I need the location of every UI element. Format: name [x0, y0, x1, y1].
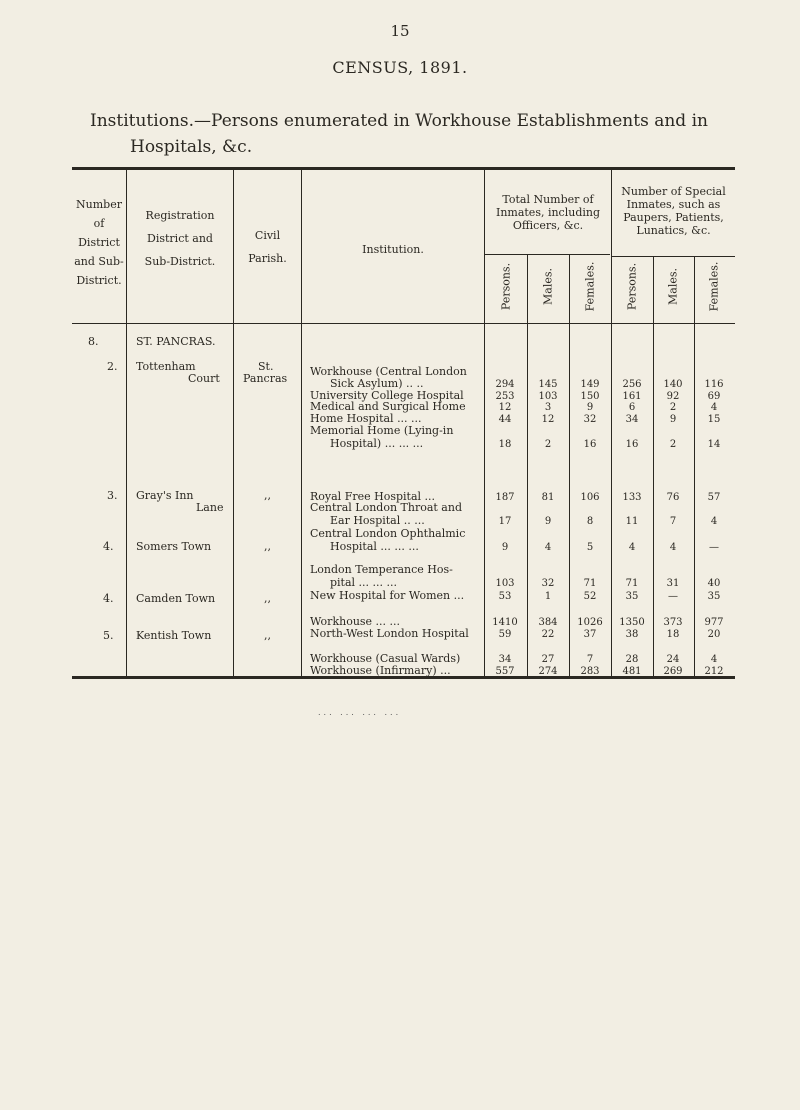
header-text: District and	[147, 232, 213, 245]
table-cell: 4	[710, 402, 718, 413]
table-cell: 57	[707, 492, 721, 503]
table-cell: 5	[586, 542, 594, 553]
table-cell: 150	[580, 391, 600, 402]
table-cell: 20	[707, 629, 721, 640]
subheader-males: Males.	[541, 268, 555, 305]
institution-name: Workhouse ... ...	[310, 615, 401, 628]
table-cell: 149	[580, 379, 600, 390]
table-cell: 18	[666, 629, 680, 640]
table-cell: 2	[669, 439, 677, 450]
institution-name: Royal Free Hospital ...	[310, 490, 436, 503]
table-cell: 22	[541, 629, 555, 640]
table-cell: 1350	[619, 617, 645, 628]
header-special-inmates	[612, 185, 735, 237]
table-cell: 274	[538, 666, 558, 677]
header-text: Sub-District.	[144, 255, 216, 268]
institution-name: Workhouse (Central London	[310, 365, 467, 378]
column-divider	[569, 255, 570, 676]
table-cell: 4	[710, 654, 718, 665]
table-cell: 3	[544, 402, 552, 413]
table-cell: 34	[625, 414, 639, 425]
subheader-males: Males.	[666, 268, 680, 305]
institution-name: Central London Ophthalmic	[310, 527, 466, 540]
subdistrict-name: Kentish Town	[136, 629, 212, 642]
institution-name: Medical and Surgical Home	[310, 400, 466, 413]
table-cell: 4	[710, 516, 718, 527]
header-text: Parish.	[248, 252, 287, 265]
table-cell: 52	[583, 591, 597, 602]
header-text: Inmates, including	[495, 206, 601, 219]
table-cell: 44	[498, 414, 512, 425]
table-cell: 32	[583, 414, 597, 425]
table-cell: 384	[538, 617, 558, 628]
table-cell: 53	[498, 591, 512, 602]
header-text: Officers, &c.	[512, 219, 584, 232]
table-cell: 71	[583, 578, 597, 589]
table-cell: 269	[663, 666, 683, 677]
parish-ditto: ,,	[264, 540, 271, 553]
table-cell: 212	[704, 666, 724, 677]
header-civil-parish	[234, 224, 301, 270]
table-top-rule	[72, 167, 735, 170]
table-cell: 116	[704, 379, 724, 390]
header-district-number	[72, 195, 126, 290]
institution-name: Workhouse (Infirmary) ...	[310, 664, 451, 677]
header-text: Registration	[145, 209, 215, 222]
table-cell: 14	[707, 439, 721, 450]
heading-line-2: Hospitals, &c.	[130, 137, 253, 157]
parish-name: Pancras	[243, 372, 288, 385]
table-cell: 31	[666, 578, 680, 589]
table-cell: 9	[544, 516, 552, 527]
subdistrict-number: 4.	[103, 592, 114, 605]
table-cell: 9	[669, 414, 677, 425]
table-cell: 103	[538, 391, 558, 402]
table-cell: 16	[625, 439, 639, 450]
header-institution: Institution.	[362, 243, 424, 256]
header-text: Civil	[254, 229, 281, 242]
subdistrict-name: Somers Town	[136, 540, 212, 553]
table-cell: 140	[663, 379, 683, 390]
column-divider	[653, 257, 654, 676]
table-cell: 37	[583, 629, 597, 640]
subdistrict-name: Tottenham	[136, 360, 196, 373]
table-cell: 24	[666, 654, 680, 665]
table-cell: —	[709, 542, 719, 553]
header-text: District	[78, 236, 120, 249]
subheader-persons: Persons.	[625, 262, 639, 311]
subdistrict-number: 5.	[103, 629, 114, 642]
table-cell: —	[668, 591, 678, 602]
table-cell: 17	[498, 516, 512, 527]
institution-name: Memorial Home (Lying-in	[310, 424, 454, 437]
table-cell: 35	[625, 591, 639, 602]
table-cell: 161	[622, 391, 642, 402]
table-cell: 294	[495, 379, 515, 390]
table-cell: 12	[498, 402, 512, 413]
table-cell: 6	[628, 402, 636, 413]
table-cell: 9	[586, 402, 594, 413]
table-cell: 106	[580, 492, 600, 503]
table-cell: 253	[495, 391, 515, 402]
institution-name: North-West London Hospital	[310, 627, 469, 640]
footer-dots: ... ... ... ...	[318, 708, 402, 717]
institution-name: Central London Throat and	[310, 501, 462, 514]
parish-name: St.	[258, 360, 274, 373]
header-total-inmates	[485, 193, 611, 232]
subheader-females: Females.	[707, 261, 721, 312]
institution-name: pital ... ... ...	[330, 576, 398, 589]
table-cell: 256	[622, 379, 642, 390]
table-cell: 18	[498, 439, 512, 450]
subdistrict-name: Lane	[196, 501, 224, 514]
header-text: District.	[76, 274, 122, 287]
table-cell: 16	[583, 439, 597, 450]
table-cell: 187	[495, 492, 515, 503]
subdistrict-name: Camden Town	[136, 592, 216, 605]
table-cell: 1026	[577, 617, 603, 628]
subdistrict-name: Court	[188, 372, 220, 385]
table-cell: 9	[501, 542, 509, 553]
table-cell: 4	[544, 542, 552, 553]
institution-name: Home Hospital ... ...	[310, 412, 422, 425]
header-text: Paupers, Patients,	[623, 211, 724, 224]
table-cell: 1	[544, 591, 552, 602]
subdistrict-number: 3.	[107, 489, 118, 502]
page-title: CENSUS, 1891.	[332, 58, 468, 77]
table-cell: 32	[541, 578, 555, 589]
heading-line-1: Institutions.—Persons enumerated in Workhouse Establishments and in	[90, 111, 708, 131]
table-cell: 38	[625, 629, 639, 640]
parish-ditto: ,,	[264, 489, 271, 502]
header-text: and Sub-	[74, 255, 124, 268]
subdistrict-name: Gray's Inn	[136, 489, 194, 502]
district-number: 8.	[88, 335, 99, 348]
institution-name: Workhouse (Casual Wards)	[310, 652, 461, 665]
institution-name: Hospital ... ... ...	[330, 540, 419, 553]
table-cell: 69	[707, 391, 721, 402]
table-cell: 4	[628, 542, 636, 553]
table-cell: 481	[622, 666, 642, 677]
header-registration-district	[127, 204, 233, 273]
table-cell: 977	[704, 617, 724, 628]
table-cell: 1410	[492, 617, 518, 628]
header-text: Lunatics, &c.	[636, 224, 711, 237]
column-divider	[527, 255, 528, 676]
district-name: ST. PANCRAS.	[136, 335, 216, 348]
table-cell: 145	[538, 379, 558, 390]
institution-name: University College Hospital	[310, 389, 464, 402]
table-cell: 76	[666, 492, 680, 503]
subheader-females: Females.	[583, 261, 597, 312]
table-cell: 71	[625, 578, 639, 589]
table-cell: 283	[580, 666, 600, 677]
header-text: Inmates, such as	[626, 198, 721, 211]
column-divider	[694, 257, 695, 676]
table-cell: 81	[541, 492, 555, 503]
subheader-persons: Persons.	[499, 262, 513, 311]
table-cell: 92	[666, 391, 680, 402]
table-cell: 7	[586, 654, 594, 665]
table-cell: 40	[707, 578, 721, 589]
header-text: Total Number of	[502, 193, 594, 206]
table-cell: 2	[544, 439, 552, 450]
subdistrict-number: 2.	[107, 360, 118, 373]
table-cell: 34	[498, 654, 512, 665]
table-cell: 12	[541, 414, 555, 425]
header-text: of	[93, 217, 105, 230]
header-bottom-rule	[72, 323, 735, 324]
institution-name: Sick Asylum) .. ..	[330, 377, 424, 390]
parish-ditto: ,,	[264, 629, 271, 642]
table-cell: 35	[707, 591, 721, 602]
parish-ditto: ,,	[264, 592, 271, 605]
institution-name: New Hospital for Women ...	[310, 589, 465, 602]
institution-name: London Temperance Hos-	[310, 563, 453, 576]
table-cell: 373	[663, 617, 683, 628]
table-cell: 4	[669, 542, 677, 553]
page-number: 15	[390, 22, 410, 40]
header-text: Number	[76, 198, 122, 211]
institution-name: Hospital) ... ... ...	[330, 437, 424, 450]
table-cell: 2	[669, 402, 677, 413]
table-cell: 103	[495, 578, 515, 589]
header-text: Number of Special	[621, 185, 726, 198]
table-cell: 59	[498, 629, 512, 640]
subdistrict-number: 4.	[103, 540, 114, 553]
group1-rule	[484, 254, 610, 255]
table-cell: 8	[586, 516, 594, 527]
table-cell: 133	[622, 492, 642, 503]
table-cell: 28	[625, 654, 639, 665]
table-cell: 557	[495, 666, 515, 677]
table-cell: 11	[625, 516, 639, 527]
table-heading	[90, 108, 730, 160]
table-cell: 15	[707, 414, 721, 425]
institution-name: Ear Hospital .. ...	[330, 514, 425, 527]
table-cell: 27	[541, 654, 555, 665]
table-cell: 7	[669, 516, 677, 527]
